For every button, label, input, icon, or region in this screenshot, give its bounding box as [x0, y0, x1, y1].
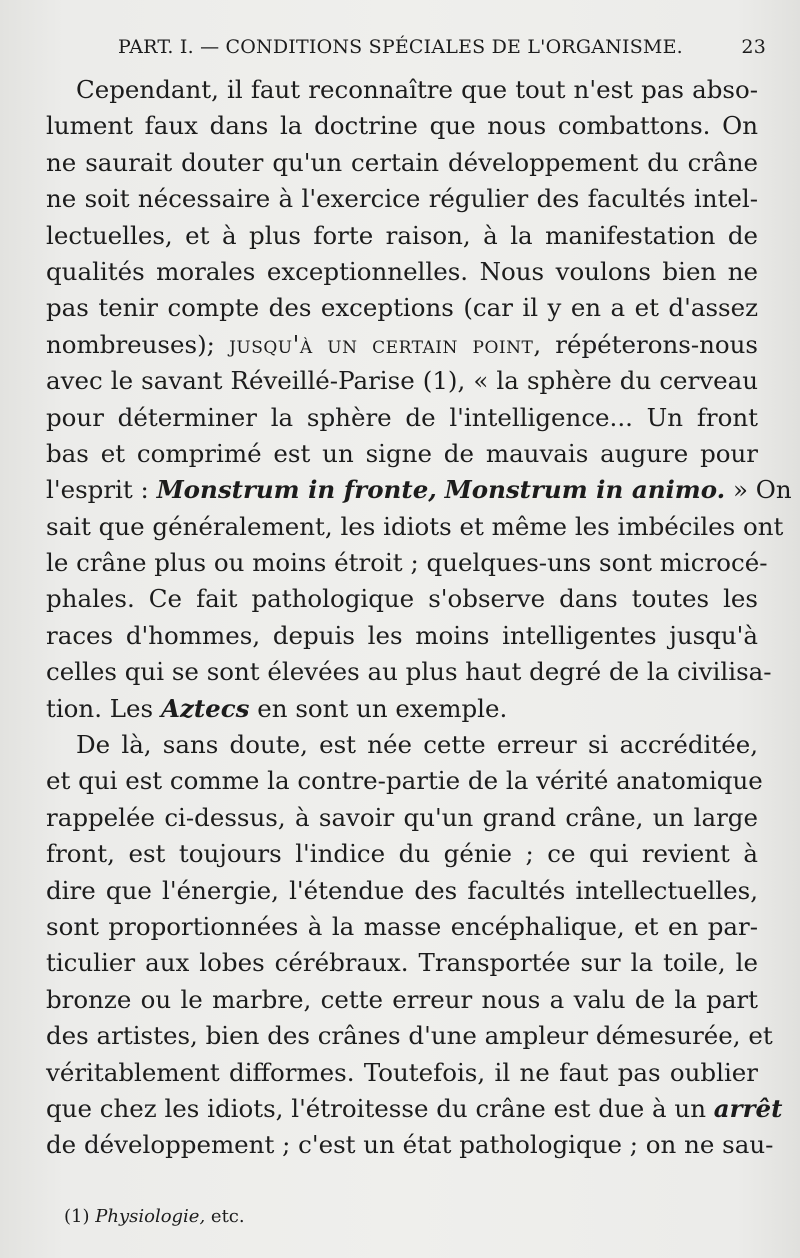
text-line: pas tenir compte des exceptions (car il y en a et d'assez	[46, 293, 758, 323]
text-line: sait que généralement, les idiots et même les imbéciles ont	[46, 511, 784, 541]
text-line: et qui est comme la contre-partie de la vérité anatomique	[46, 766, 763, 796]
text-run: que chez les idiots, l'étroitesse du crâne est due à un	[46, 1093, 706, 1123]
text-line: races d'hommes, depuis les moins intelligentes jusqu'à	[46, 620, 758, 650]
text-line: véritablement difformes. Toutefois, il ne faut pas oublier	[46, 1057, 758, 1087]
text-line: bronze ou le marbre, cette erreur nous a valu de la part	[46, 984, 758, 1014]
text-line: le crâne plus ou moins étroit ; quelques-uns sont microcé-	[46, 548, 768, 578]
page-number: 23	[741, 36, 766, 58]
text-line: ticulier aux lobes cérébraux. Transportée sur la toile, le	[46, 948, 758, 978]
text-line: avec le savant Réveillé-Parise (1), « la sphère du cerveau	[46, 366, 758, 396]
text-run: » On	[732, 475, 792, 505]
text-run: nombreuses);	[46, 329, 215, 359]
body-text	[46, 72, 792, 1164]
text-line: qualités morales exceptionnelles. Nous voulons bien ne	[46, 256, 758, 286]
footnote	[64, 1206, 245, 1227]
text-line: Cependant, il faut reconnaître que tout n'est pas abso-	[76, 75, 758, 104]
text-line: lectuelles, et à plus forte raison, à la manifestation de	[46, 220, 758, 250]
text-line: des artistes, bien des crânes d'une ampleur démesurée, et	[46, 1021, 773, 1051]
small-caps-run: jusqu'à un certain point	[229, 329, 534, 359]
text-line	[46, 327, 758, 363]
text-line	[46, 691, 758, 727]
text-line: ne soit nécessaire à l'exercice régulier des facultés intel-	[46, 184, 758, 214]
italic-run: arrêt	[713, 1093, 783, 1123]
text-line: de développement ; c'est un état pathologique ; on ne sau-	[46, 1130, 774, 1160]
text-run: en sont un exemple.	[257, 693, 508, 723]
text-line: dire que l'énergie, l'étendue des facultés intellectuelles,	[46, 875, 758, 905]
text-line: front, est toujours l'indice du génie ; ce qui revient à	[46, 839, 758, 869]
footnote-title: Physiologie,	[95, 1206, 206, 1227]
text-line: sont proportionnées à la masse encéphalique, et en par-	[46, 911, 758, 941]
text-line	[46, 472, 792, 508]
text-line: lument faux dans la doctrine que nous combattons. On	[46, 111, 758, 141]
text-run: tion. Les	[46, 693, 154, 723]
text-run: , répéterons-nous	[533, 329, 758, 359]
text-line: De là, sans doute, est née cette erreur si accréditée,	[76, 730, 758, 760]
footnote-rest: etc.	[210, 1206, 245, 1227]
text-line	[46, 1091, 783, 1127]
italic-run: Aztecs	[160, 693, 250, 723]
text-line: rappelée ci-dessus, à savoir qu'un grand crâne, un large	[46, 802, 758, 832]
text-line: pour déterminer la sphère de l'intelligence... Un front	[46, 402, 758, 432]
text-line: bas et comprimé est un signe de mauvais augure pour	[46, 438, 758, 468]
running-title: PART. I. — CONDITIONS SPÉCIALES DE L'ORGANISME.	[118, 36, 683, 58]
running-header	[118, 36, 766, 58]
footnote-marker: (1)	[64, 1206, 90, 1227]
latin-quote-run: Monstrum in fronte,	[156, 475, 437, 505]
latin-quote-run: Monstrum in animo.	[444, 475, 726, 505]
text-run: l'esprit :	[46, 475, 149, 505]
text-line: celles qui se sont élevées au plus haut degré de la civilisa-	[46, 657, 772, 687]
text-line: phales. Ce fait pathologique s'observe dans toutes les	[46, 584, 758, 614]
text-line: ne saurait douter qu'un certain développement du crâne	[46, 147, 758, 177]
